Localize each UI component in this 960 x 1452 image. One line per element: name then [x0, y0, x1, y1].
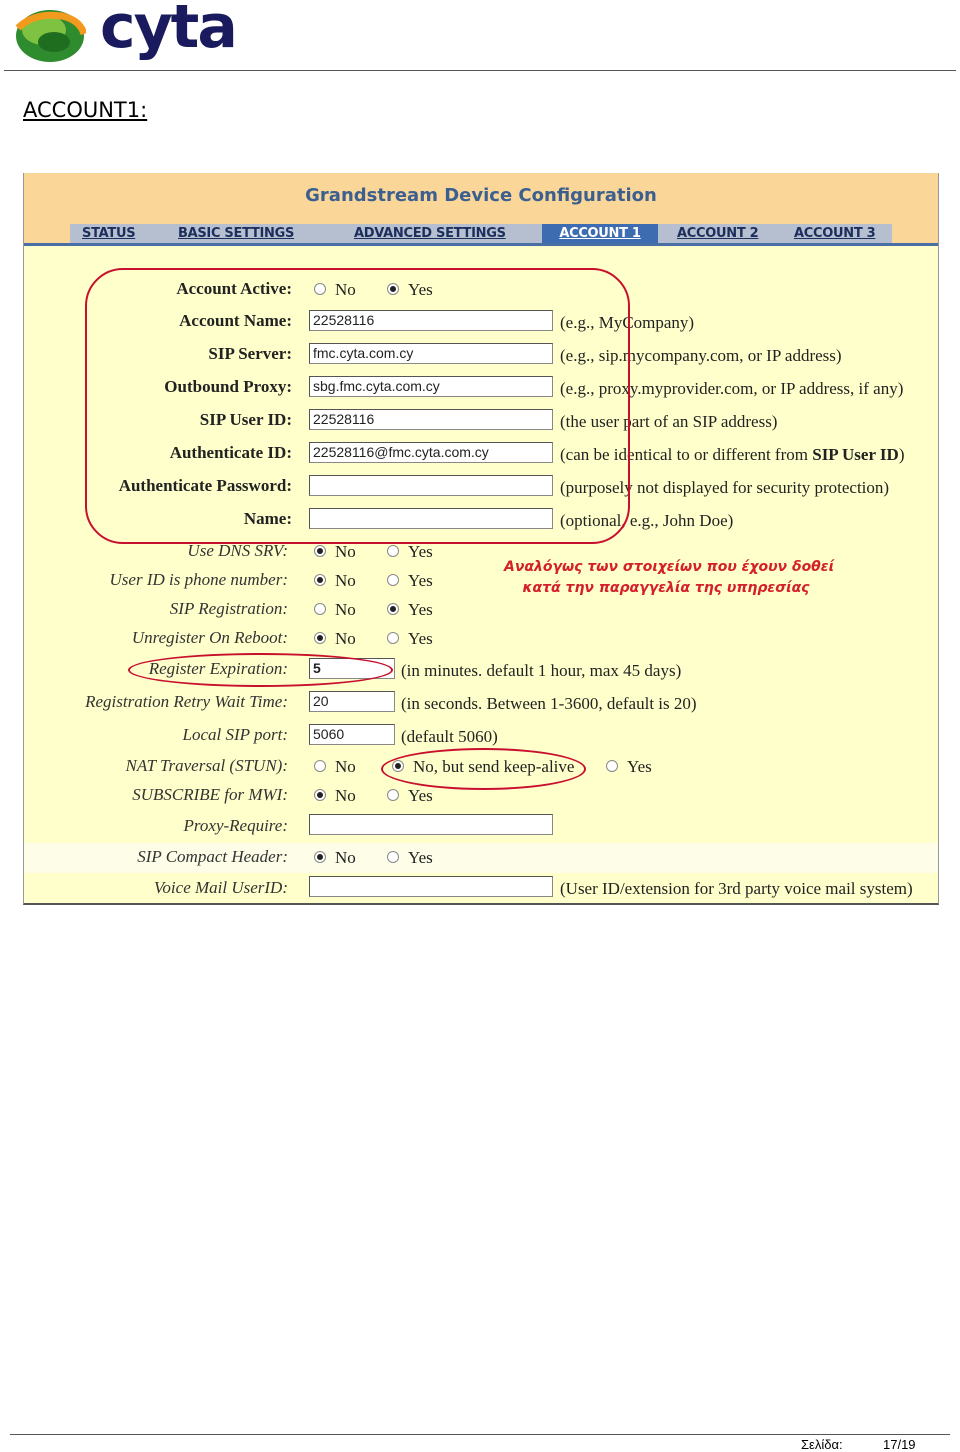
tab-account-3[interactable]: ACCOUNT 3 — [794, 226, 876, 241]
unregister-on-reboot-no[interactable]: No — [314, 629, 356, 649]
annotation-note: Αναλόγως των στοιχείων που έχουν δοθεί κατά την παραγγελία της υπηρεσίας — [504, 559, 835, 596]
unregister-on-reboot-yes[interactable]: Yes — [387, 629, 433, 649]
config-panel — [23, 173, 939, 905]
local-sip-port-input[interactable]: 5060 — [309, 724, 395, 745]
use-dns-srv-no[interactable]: No — [314, 542, 356, 562]
account-active-label: Account Active: — [176, 279, 292, 298]
subscribe-mwi-yes[interactable]: Yes — [387, 786, 433, 806]
account-name-hint: (e.g., MyCompany) — [560, 313, 695, 332]
sip-compact-header-yes[interactable]: Yes — [387, 848, 433, 868]
highlight-account-box — [85, 268, 630, 544]
authenticate-password-hint: (purposely not displayed for security protection) — [560, 478, 890, 497]
use-dns-srv-label: Use DNS SRV: — [187, 541, 288, 560]
unregister-on-reboot-label: Unregister On Reboot: — [131, 628, 288, 647]
radio-on-icon — [314, 789, 326, 801]
radio-off-icon — [387, 851, 399, 863]
tab-divider — [24, 243, 938, 246]
radio-off-icon — [387, 632, 399, 644]
nat-traversal-no[interactable]: No — [314, 757, 356, 777]
account-active-no[interactable]: No — [314, 280, 356, 300]
subscribe-mwi-label: SUBSCRIBE for MWI: — [132, 785, 288, 804]
cyta-logo — [12, 0, 236, 72]
tab-basic-settings[interactable]: BASIC SETTINGS — [178, 226, 295, 241]
sip-user-id-hint: (the user part of an SIP address) — [560, 412, 778, 431]
sip-compact-header-no[interactable]: No — [314, 848, 356, 868]
nat-traversal-yes[interactable]: Yes — [606, 757, 652, 777]
outbound-proxy-label: Outbound Proxy: — [164, 377, 292, 396]
proxy-require-input[interactable] — [309, 814, 553, 835]
tab-advanced-settings[interactable]: ADVANCED SETTINGS — [354, 226, 506, 241]
logo-text: cyta — [100, 0, 236, 62]
authenticate-id-label: Authenticate ID: — [169, 443, 292, 462]
radio-off-icon — [314, 760, 326, 772]
radio-on-icon — [314, 545, 326, 557]
use-dns-srv-yes[interactable]: Yes — [387, 542, 433, 562]
panel-title: Grandstream Device Configuration — [305, 185, 657, 206]
user-id-phone-yes[interactable]: Yes — [387, 571, 433, 591]
radio-on-icon — [314, 851, 326, 863]
local-sip-port-hint: (default 5060) — [401, 727, 498, 746]
local-sip-port-label: Local SIP port: — [182, 725, 288, 744]
account-active-yes[interactable]: Yes — [387, 280, 433, 300]
sip-compact-header-label: SIP Compact Header: — [137, 847, 288, 866]
tab-status[interactable]: STATUS — [82, 226, 136, 241]
radio-off-icon — [387, 574, 399, 586]
nat-traversal-keepalive[interactable]: No, but send keep-alive — [392, 757, 574, 777]
nat-traversal-label: NAT Traversal (STUN): — [125, 756, 288, 775]
sip-server-label: SIP Server: — [208, 344, 292, 363]
registration-retry-hint: (in seconds. Between 1-3600, default is 20) — [401, 694, 697, 713]
footer-page-number: 17/19 — [883, 1437, 916, 1452]
radio-off-icon — [606, 760, 618, 772]
highlight-nat-keepalive — [381, 748, 586, 790]
tab-account-1[interactable]: ACCOUNT 1 — [542, 224, 658, 243]
radio-on-icon — [314, 574, 326, 586]
register-expiration-label: Register Expiration: — [148, 659, 288, 678]
proxy-require-label: Proxy-Require: — [183, 816, 288, 835]
authenticate-id-input[interactable]: 22528116@fmc.cyta.com.cy — [309, 442, 553, 463]
name-hint: (optional, e.g., John Doe) — [560, 511, 734, 530]
sip-server-hint: (e.g., sip.mycompany.com, or IP address) — [560, 346, 842, 365]
footer-page-label: Σελίδα: — [801, 1437, 843, 1452]
tab-account-2[interactable]: ACCOUNT 2 — [677, 226, 759, 241]
tab-bar — [70, 224, 892, 243]
header-divider — [4, 70, 956, 71]
authenticate-id-hint: (can be identical to or different from SIP User ID) — [560, 445, 905, 464]
radio-on-icon — [314, 632, 326, 644]
radio-off-icon — [387, 789, 399, 801]
voice-mail-userid-input[interactable] — [309, 876, 553, 897]
voice-mail-userid-label: Voice Mail UserID: — [153, 878, 288, 897]
sip-registration-label: SIP Registration: — [169, 599, 288, 618]
registration-retry-label: Registration Retry Wait Time: — [85, 692, 288, 711]
section-title: ACCOUNT1: — [23, 98, 148, 122]
account-name-input[interactable]: 22528116 — [309, 310, 553, 331]
sip-registration-no[interactable]: No — [314, 600, 356, 620]
user-id-phone-no[interactable]: No — [314, 571, 356, 591]
outbound-proxy-hint: (e.g., proxy.myprovider.com, or IP address, if any) — [560, 379, 904, 398]
radio-on-icon — [387, 603, 399, 615]
radio-off-icon — [314, 603, 326, 615]
name-label: Name: — [243, 509, 292, 528]
sip-user-id-label: SIP User ID: — [199, 410, 292, 429]
sip-server-input[interactable]: fmc.cyta.com.cy — [309, 343, 553, 364]
radio-off-icon — [387, 545, 399, 557]
voice-mail-userid-hint: (User ID/extension for 3rd party voice mail system) — [560, 879, 913, 898]
footer-divider — [10, 1434, 950, 1435]
highlight-register-expiration — [128, 653, 393, 687]
account-name-label: Account Name: — [179, 311, 292, 330]
globe-logo-icon — [14, 6, 86, 64]
register-expiration-hint: (in minutes. default 1 hour, max 45 days) — [401, 661, 682, 680]
authenticate-password-label: Authenticate Password: — [118, 476, 292, 495]
sip-user-id-input[interactable]: 22528116 — [309, 409, 553, 430]
sip-registration-yes[interactable]: Yes — [387, 600, 433, 620]
register-expiration-input[interactable]: 5 — [309, 658, 395, 679]
registration-retry-input[interactable]: 20 — [309, 691, 395, 712]
outbound-proxy-input[interactable]: sbg.fmc.cyta.com.cy — [309, 376, 553, 397]
user-id-phone-label: User ID is phone number: — [109, 570, 288, 589]
subscribe-mwi-no[interactable]: No — [314, 786, 356, 806]
